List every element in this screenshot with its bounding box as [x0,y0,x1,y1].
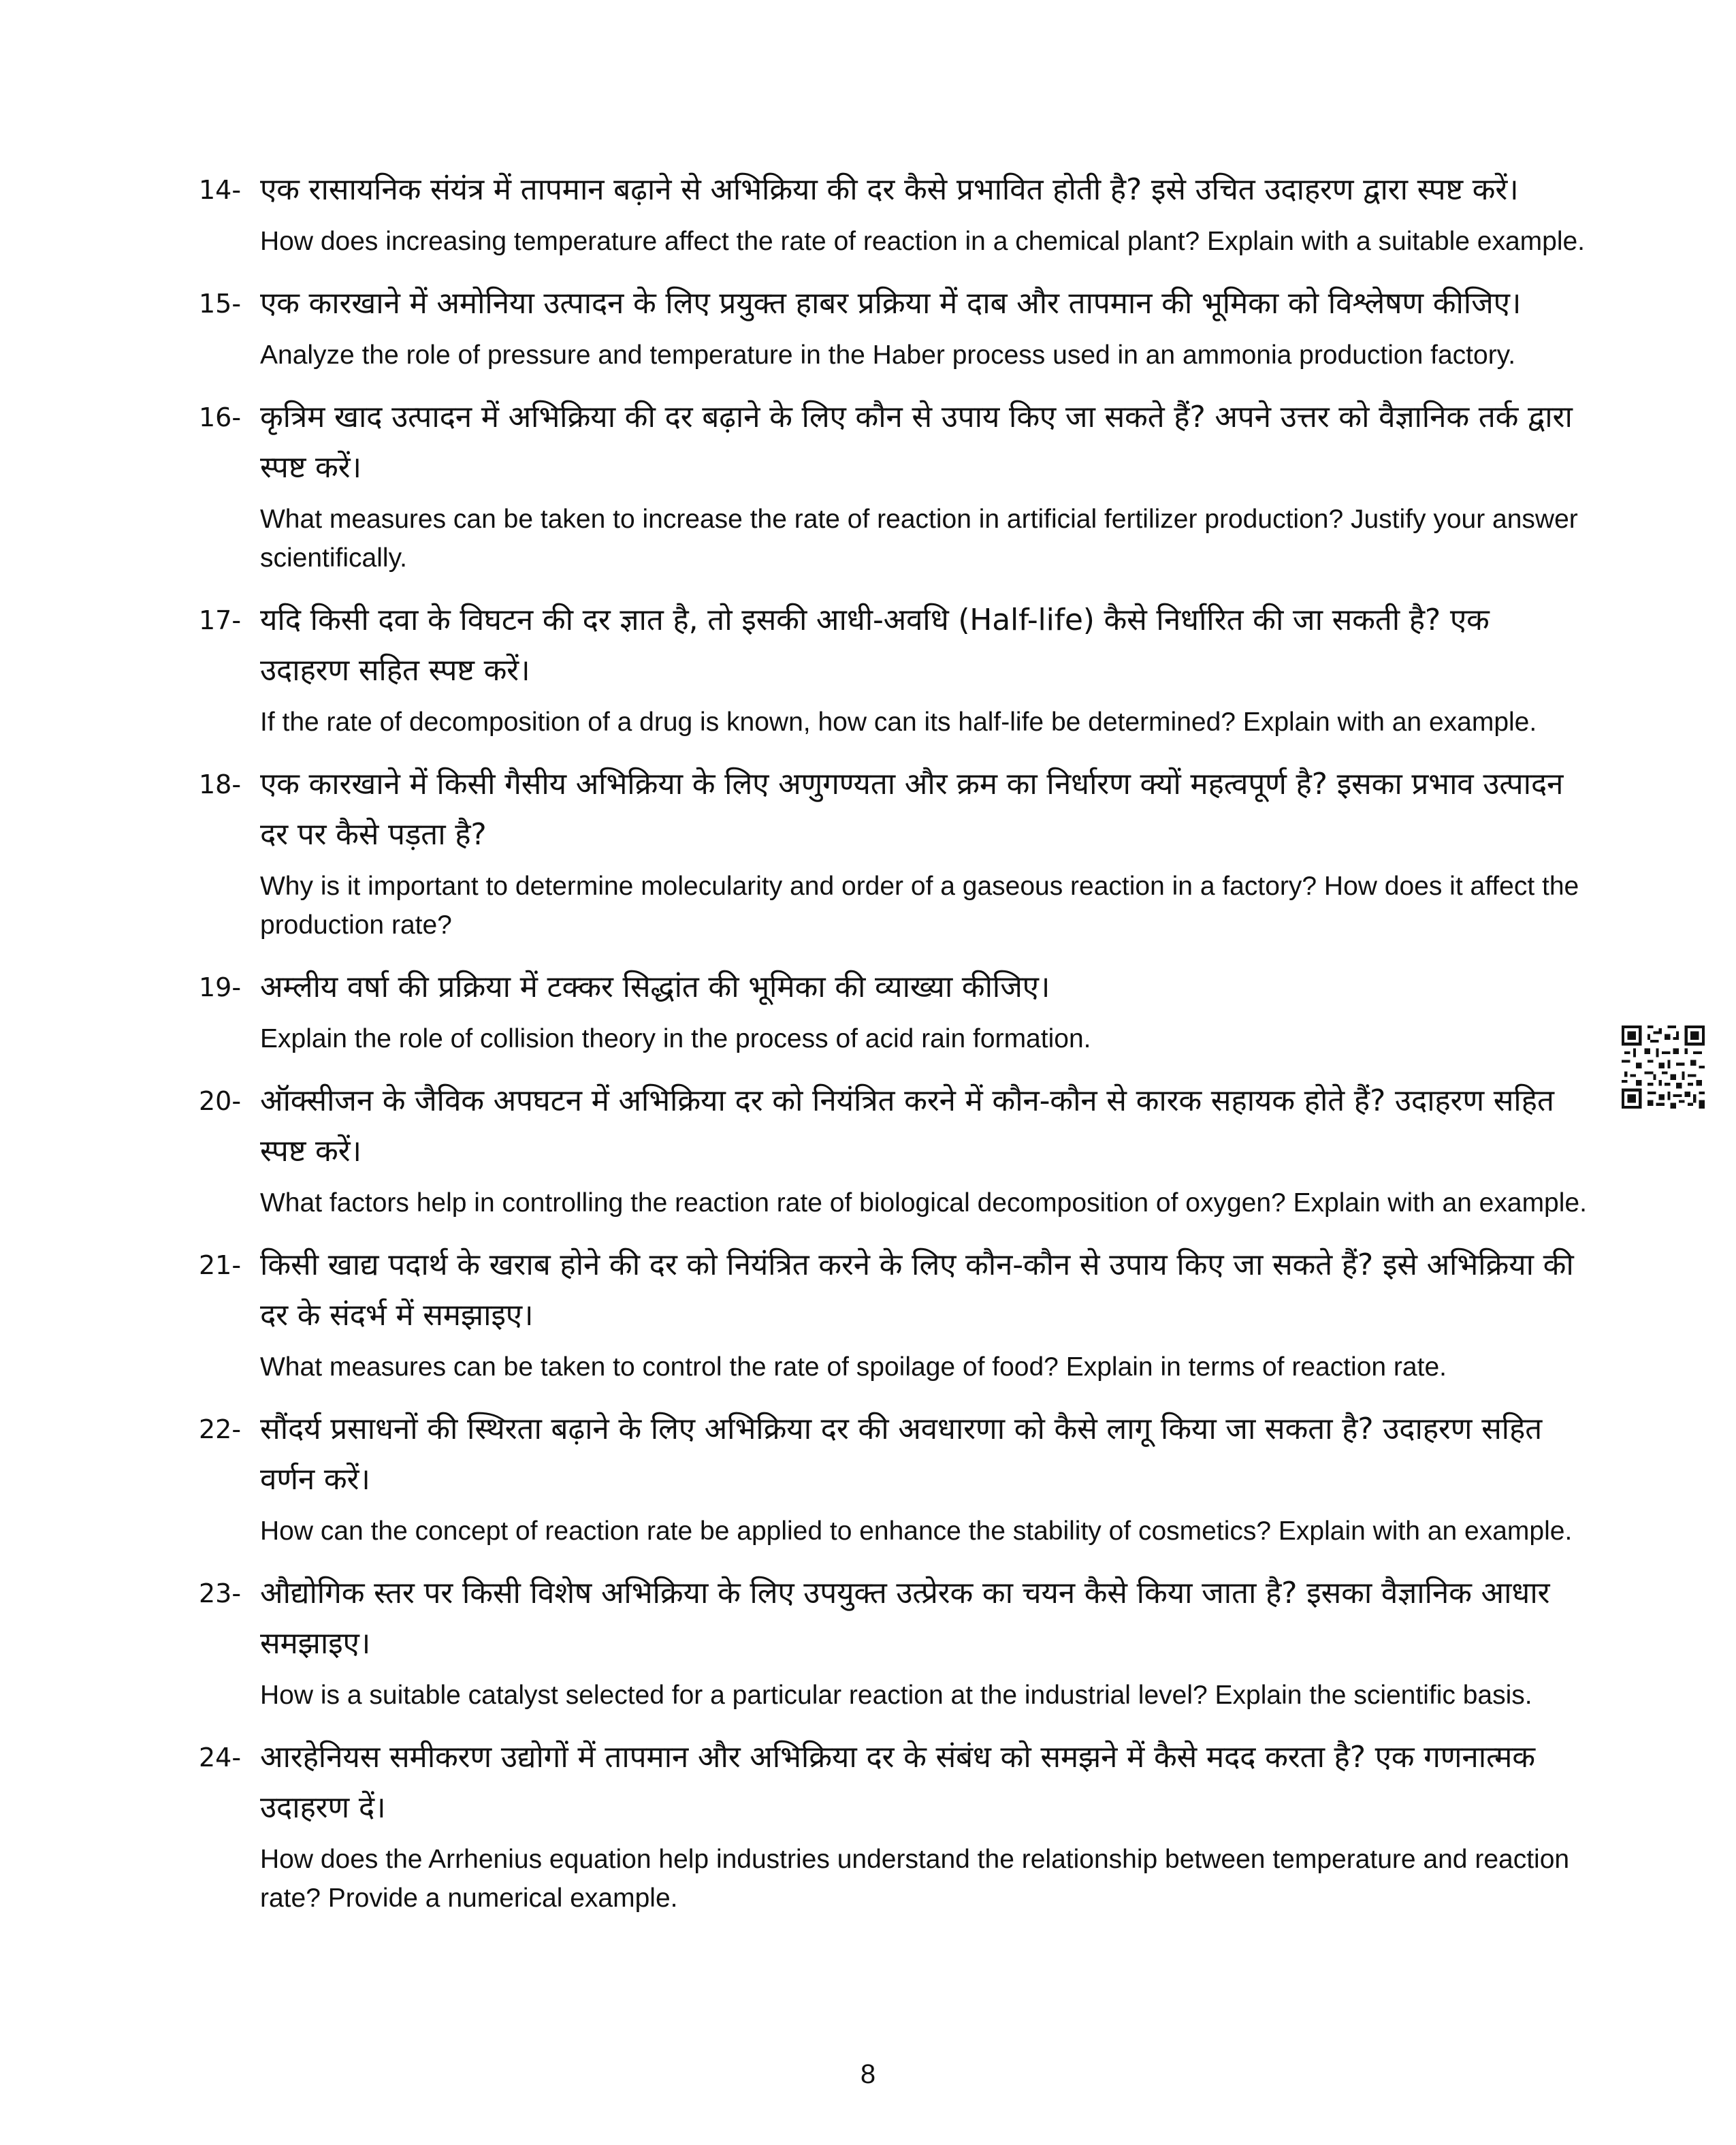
question-16 [199,383,1588,586]
question-number: 22- [199,1414,242,1444]
question-hindi: एक कारखाने में अमोनिया उत्पादन के लिए प्रयुक्त हाबर प्रक्रिया में दाब और तापमान की भूमिका को विश्लेषण कीजिए। [260,286,1522,321]
question-number: 14- [199,175,242,205]
question-list [199,155,1588,1926]
question-english: What measures can be taken to control the rate of spoilage of food? Explain in terms of reaction rate. [260,1352,1447,1382]
question-20 [199,1066,1588,1230]
question-english: How is a suitable catalyst selected for a particular reaction at the industrial level? Explain the scientific basis. [260,1681,1532,1710]
question-number: 17- [199,605,242,635]
question-hindi: किसी खाद्य पदार्थ के खराब होने की दर को नियंत्रित करने के लिए कौन-कौन से उपाय किए जा सकते हैं? इसे अभिक्रिया की दर के संदर्भ में समझाइए। [260,1248,1574,1333]
question-19 [199,953,1588,1066]
qr-code-icon [1622,1026,1705,1109]
question-24 [199,1723,1588,1926]
question-18 [199,750,1588,953]
question-number: 15- [199,289,242,319]
question-hindi: अम्लीय वर्षा की प्रक्रिया में टक्कर सिद्धांत की भूमिका की व्याख्या कीजिए। [260,970,1050,1004]
question-english: How does the Arrhenius equation help industries understand the relationship between temperature and reaction rate? Provide a numerical example. [260,1845,1570,1913]
question-english: Why is it important to determine molecularity and order of a gaseous reaction in a factory? How does it affect the production rate? [260,872,1579,940]
question-english: What factors help in controlling the reaction rate of biological decomposition of oxygen? Explain with an example. [260,1188,1587,1218]
question-english: Explain the role of collision theory in the process of acid rain formation. [260,1024,1091,1053]
question-number: 23- [199,1578,242,1608]
question-hindi: एक रासायनिक संयंत्र में तापमान बढ़ाने से अभिक्रिया की दर कैसे प्रभावित होती है? इसे उचित उदाहरण द्वारा स्पष्ट करें। [260,172,1519,207]
question-number: 18- [199,769,242,799]
question-14 [199,155,1588,269]
question-english: If the rate of decomposition of a drug is known, how can its half-life be determined? Explain with an example. [260,708,1537,737]
question-english: What measures can be taken to increase the rate of reaction in artificial fertilizer production? Justify your answer scientifically. [260,505,1578,573]
question-15 [199,269,1588,383]
question-hindi: यदि किसी दवा के विघटन की दर ज्ञात है, तो इसकी आधी-अवधि (Half-life) कैसे निर्धारित की जा सकती है? एक उदाहरण सहित स्पष्ट करें। [260,603,1490,688]
question-hindi: सौंदर्य प्रसाधनों की स्थिरता बढ़ाने के लिए अभिक्रिया दर की अवधारणा को कैसे लागू किया जा सकता है? उदाहरण सहित वर्णन करें। [260,1412,1543,1497]
question-21 [199,1230,1588,1395]
question-english: How can the concept of reaction rate be applied to enhance the stability of cosmetics? Explain with an example. [260,1516,1573,1546]
question-number: 16- [199,402,242,432]
question-number: 20- [199,1086,242,1116]
question-22 [199,1395,1588,1559]
question-23 [199,1559,1588,1723]
question-number: 19- [199,972,242,1002]
question-english: How does increasing temperature affect the rate of reaction in a chemical plant? Explain with a suitable example. [260,227,1586,256]
page-number: 8 [860,2059,876,2089]
question-hindi: ऑक्सीजन के जैविक अपघटन में अभिक्रिया दर को नियंत्रित करने में कौन-कौन से कारक सहायक होते हैं? उदाहरण सहित स्पष्ट करें। [260,1083,1554,1169]
question-17 [199,586,1588,750]
question-number: 21- [199,1250,242,1280]
question-number: 24- [199,1743,242,1773]
question-hindi: कृत्रिम खाद उत्पादन में अभिक्रिया की दर बढ़ाने के लिए कौन से उपाय किए जा सकते हैं? अपने उत्तर को वैज्ञानिक तर्क द्वारा स्पष्ट करें। [260,400,1573,485]
question-hindi: आरहेनियस समीकरण उद्योगों में तापमान और अभिक्रिया दर के संबंध को समझने में कैसे मदद करता है? एक गणनात्मक उदाहरण दें। [260,1740,1535,1825]
question-hindi: एक कारखाने में किसी गैसीय अभिक्रिया के लिए अणुगण्यता और क्रम का निर्धारण क्यों महत्वपूर्ण है? इसका प्रभाव उत्पादन दर पर कैसे पड़ता है? [260,767,1564,852]
question-english: Analyze the role of pressure and temperature in the Haber process used in an ammonia production factory. [260,340,1516,370]
question-hindi: औद्योगिक स्तर पर किसी विशेष अभिक्रिया के लिए उपयुक्त उत्प्रेरक का चयन कैसे किया जाता है? इसका वैज्ञानिक आधार समझाइए। [260,1576,1550,1661]
